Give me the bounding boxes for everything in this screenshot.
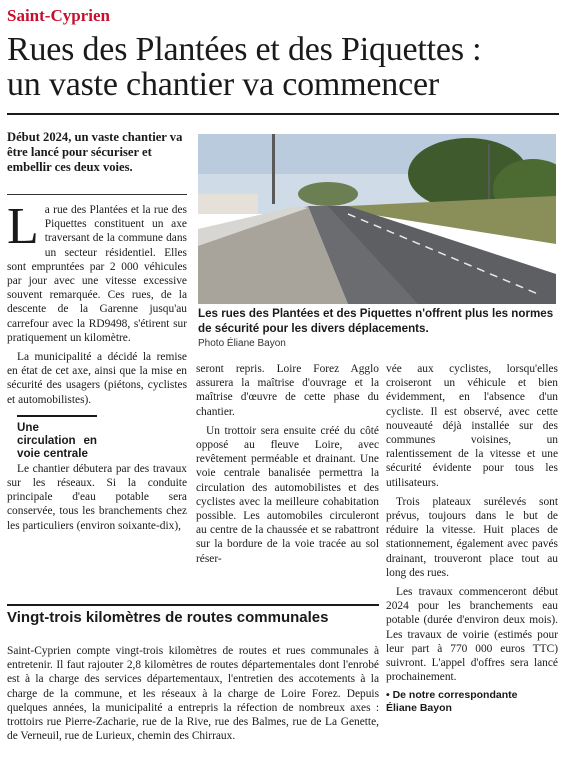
drop-cap: L [7, 198, 39, 255]
photo-caption: Les rues des Plantées et des Piquettes n'offrent plus les normes de sécurité pour les divers déplacements. [198, 307, 554, 335]
article-column-1 [7, 198, 187, 538]
box-text: Saint-Cyprien compte vingt-trois kilomètres de routes et rues communales à entretenir. Il faut rajouter 2,8 kilomètres de routes départementales dont l'enrobé est à la charge des services départementaux, l'entretien des accotements à la charge de la commune, et les réseaux à la charge de Loire Forez. Depuis quelques années, la municipalité a entrepris la réfection de nombreux axes : trottoirs rue Pierre-Zacharie, rue de la Rive, rue des Balmes, rue de La Genette, de Verneuil, rue de Lurieux, chemin des Chirraux. [7, 645, 379, 743]
article-column-3 [386, 362, 558, 715]
paragraph: Les travaux commenceront début 2024 pour les branchements eau potable (durée d'environ deux mois). Les travaux de voirie (estimés pour leur part à 770 000 euros TTC) suivront. L'appel d'offres sera lancé prochainement. [386, 586, 558, 684]
paragraph: Un trottoir sera ensuite créé du côté opposé au fleuve Loire, avec revêtement perméable et drainant. Une voie centrale banalisée permettra la circulation des automobilistes et des cyclistes avec la meilleure cohabitation possible. Les automobiles circuleront au centre de la chaussée et se rabattront sur la bordure de la voie tracée au sol réser- [196, 424, 379, 565]
byline [386, 689, 558, 715]
byline-role: • De notre correspondante [386, 689, 518, 702]
headline-line-1: Rues des Plantées et des Piquettes : [7, 31, 482, 68]
photo-credit: Photo Éliane Bayon [198, 338, 286, 349]
headline-line-2: un vaste chantier va commencer [7, 66, 440, 103]
headline [7, 32, 563, 102]
box-title: Vingt-trois kilomètres de routes communales [7, 609, 329, 626]
paragraph: Trois plateaux surélevés sont prévus, toujours dans le but de réduire la vitesse. Huit places de stationnement, également avec pavés drainant, trouveront place tout au long des rues. [386, 495, 558, 579]
paragraph: La municipalité a décidé la remise en état de cet axe, ainsi que la mise en sécurité des usagers (piétons, cyclistes et automobilistes). [7, 351, 187, 406]
paragraph: Le chantier débutera par des travaux sur les réseaux. Si la conduite principale d'eau potable sera conservée, tous les branchements chez les particuliers (environ soixante-dix), [7, 462, 187, 532]
paragraph: La rue des Plantées et la rue des Piquettes constituent un axe traversant de la commune dans un secteur résidentiel. Elles sont empruntées par 2 000 véhicules par jour avec une vitesse excessive souvent remarquée. Ces rues, de la descente de la Garenne jusqu'au carrefour avec la RD9498, s'étirent sur pratiquement un kilomètre. [7, 198, 187, 344]
lede: Début 2024, un vaste chantier va être lancé pour sécuriser et embellir ces deux voies. [7, 130, 183, 174]
paragraph: vée aux cyclistes, lorsqu'elles croiseront un véhicule et bien évidemment, en l'absence d'un cycliste. Il est observé, avec cette nouveauté déjà installée sur des communes voisines, un ralentissement de la vitesse et une sécurité évidente pour tous les utilisateurs. [386, 363, 558, 489]
box-rule [7, 604, 379, 606]
paragraph: seront repris. Loire Forez Agglo assurera la maîtrise d'ouvrage et la maîtrise d'œuvre de cette phase du chantier. [196, 363, 379, 418]
section-kicker: Saint-Cyprien [7, 6, 110, 25]
street-photo [198, 134, 556, 304]
byline-author: Éliane Bayon [386, 702, 452, 715]
lede-rule [7, 194, 187, 195]
article-column-2 [196, 362, 379, 571]
headline-rule [7, 113, 559, 115]
subheading: Une circulation en voie centrale [17, 415, 97, 460]
